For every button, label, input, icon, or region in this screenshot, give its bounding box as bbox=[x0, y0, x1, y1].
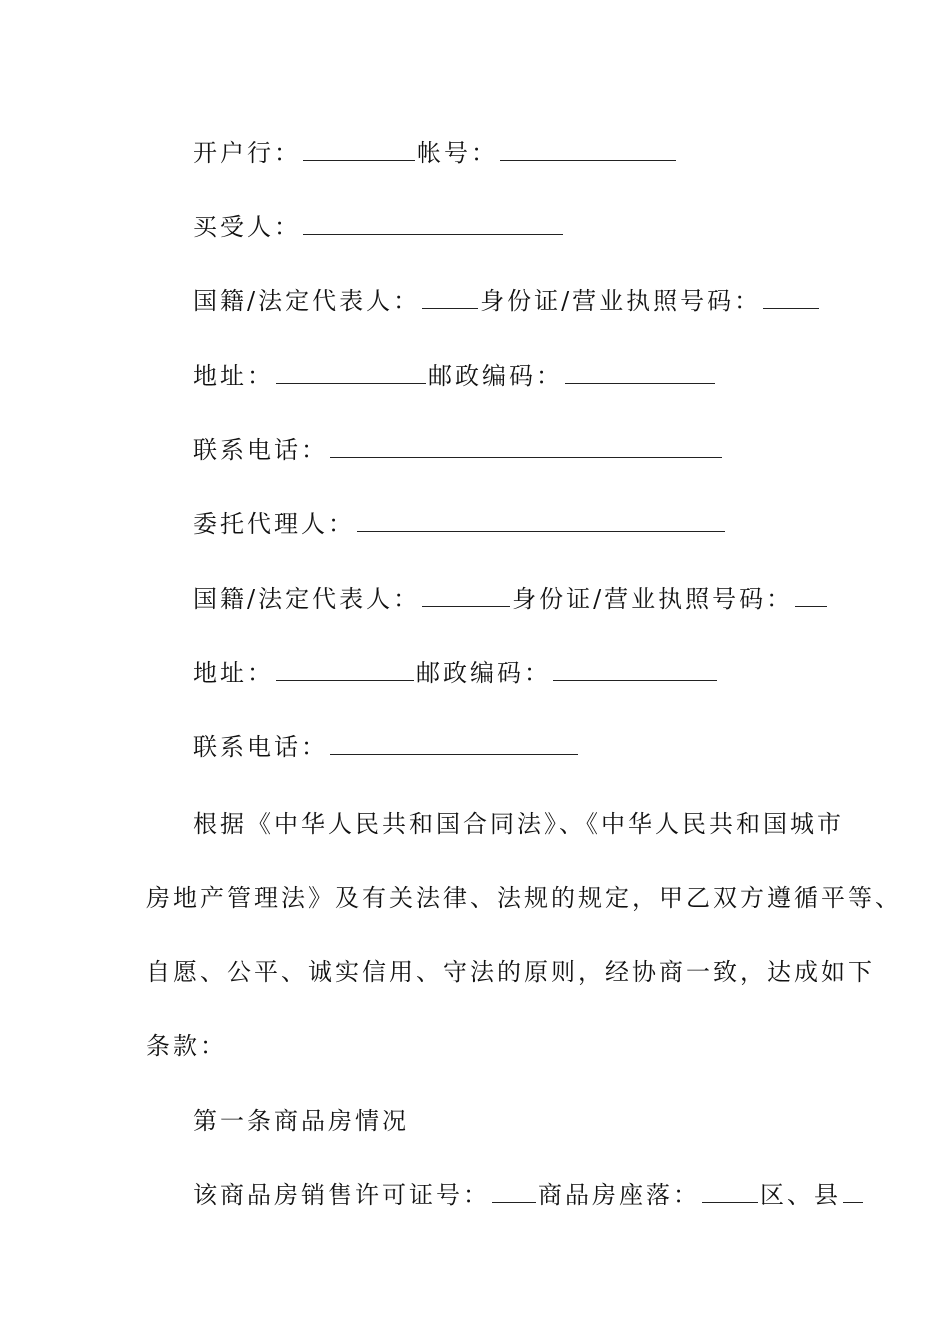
paragraph-line-1: 根据《中华人民共和国合同法》、《中华人民共和国城市 bbox=[193, 810, 844, 838]
address-blank-2 bbox=[276, 679, 414, 681]
address-line-2 bbox=[193, 658, 719, 688]
address-label-2: 地址： bbox=[193, 659, 274, 687]
location-label: 商品房座落： bbox=[538, 1181, 700, 1209]
id-label-2: 身份证/营业执照号码： bbox=[512, 585, 794, 613]
bank-line bbox=[193, 138, 678, 168]
postcode-label-2: 邮政编码： bbox=[416, 659, 551, 687]
postcode-blank-1 bbox=[565, 382, 715, 384]
bank-label: 开户行： bbox=[193, 139, 301, 167]
buyer-blank bbox=[303, 233, 563, 235]
license-blank bbox=[492, 1201, 536, 1203]
agent-line bbox=[193, 509, 727, 539]
article-title: 第一条商品房情况 bbox=[193, 1107, 409, 1135]
agent-label: 委托代理人： bbox=[193, 510, 355, 538]
nationality-blank-1 bbox=[422, 307, 478, 309]
phone-blank-2 bbox=[330, 753, 578, 755]
buyer-line bbox=[193, 212, 565, 242]
paragraph-line-2: 房地产管理法》及有关法律、法规的规定，甲乙双方遵循平等、 bbox=[146, 884, 902, 912]
phone-line-1 bbox=[193, 435, 724, 465]
buyer-label: 买受人： bbox=[193, 213, 301, 241]
address-label-1: 地址： bbox=[193, 362, 274, 390]
nationality-blank-2 bbox=[422, 605, 510, 607]
address-line-1 bbox=[193, 361, 717, 391]
nationality-label-2: 国籍/法定代表人： bbox=[193, 585, 421, 613]
postcode-blank-2 bbox=[553, 679, 717, 681]
phone-label-1: 联系电话： bbox=[193, 436, 328, 464]
paragraph-line-3: 自愿、公平、诚实信用、守法的原则，经协商一致，达成如下 bbox=[146, 958, 875, 986]
license-label: 该商品房销售许可证号： bbox=[193, 1181, 490, 1209]
id-blank-2 bbox=[795, 605, 827, 607]
phone-blank-1 bbox=[330, 456, 722, 458]
nationality-label-1: 国籍/法定代表人： bbox=[193, 287, 421, 315]
postcode-label-1: 邮政编码： bbox=[428, 362, 563, 390]
phone-label-2: 联系电话： bbox=[193, 733, 328, 761]
agent-blank bbox=[357, 530, 725, 532]
account-blank bbox=[500, 159, 676, 161]
address-blank-1 bbox=[276, 382, 426, 384]
location-blank bbox=[702, 1201, 758, 1203]
phone-line-2 bbox=[193, 732, 580, 762]
district-label: 区、县 bbox=[760, 1181, 841, 1209]
district-blank bbox=[843, 1201, 863, 1203]
license-line bbox=[193, 1180, 865, 1210]
nationality-line-2 bbox=[193, 584, 829, 614]
bank-blank bbox=[303, 159, 415, 161]
nationality-line-1 bbox=[193, 286, 821, 316]
id-label-1: 身份证/营业执照号码： bbox=[480, 287, 762, 315]
id-blank-1 bbox=[763, 307, 819, 309]
paragraph-line-4: 条款： bbox=[146, 1032, 227, 1060]
account-label: 帐号： bbox=[417, 139, 498, 167]
